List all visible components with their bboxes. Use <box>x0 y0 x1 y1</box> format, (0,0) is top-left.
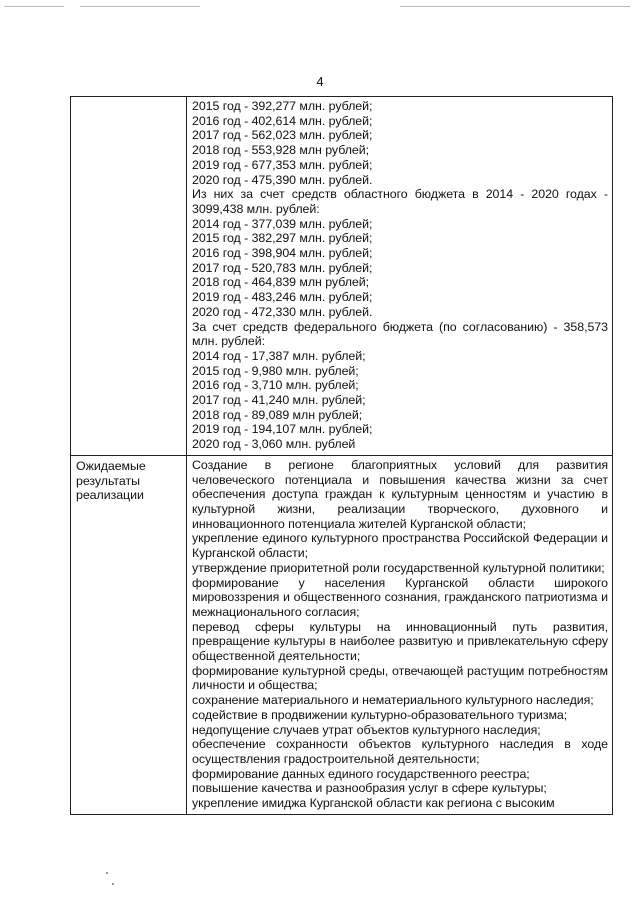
result-item: формирование данных единого государственного реестра; <box>192 766 530 781</box>
financing-line: За счет средств федерального бюджета (по согласованию) - 358,573 млн. рублей: <box>192 319 608 349</box>
financing-line: 2018 год - 553,928 млн рублей; <box>192 143 369 158</box>
result-item: недопущение случаев утрат объектов культурного наследия; <box>192 722 541 737</box>
financing-row <box>71 97 613 456</box>
result-item: перевод сферы культуры на инновационный путь развития, превращение культуры в наиболее развитую и привлекательную сферу общественной деятельности; <box>192 619 608 664</box>
financing-line: 2018 год - 464,839 млн рублей; <box>192 275 369 290</box>
financing-line: 2016 год - 3,710 млн. рублей; <box>192 378 359 393</box>
result-item: обеспечение сохранности объектов культурного наследия в ходе осуществления градостроительной деятельности; <box>192 737 608 766</box>
result-item: сохранение материального и нематериального культурного наследия; <box>192 693 594 708</box>
financing-line: 2014 год - 17,387 млн. рублей; <box>192 348 366 363</box>
financing-line: 2020 год - 472,330 млн. рублей. <box>192 304 373 319</box>
scan-edge-line <box>4 6 64 7</box>
financing-line: 2017 год - 562,023 млн. рублей; <box>192 128 373 143</box>
financing-line: 2018 год - 89,089 млн рублей; <box>192 407 363 422</box>
expected-results-row <box>71 455 613 814</box>
financing-line: Из них за счет средств областного бюджета в 2014 - 2020 годах - 3099,438 млн. рублей: <box>192 187 608 216</box>
result-item: укрепление имиджа Курганской области как региона с высоким <box>192 796 555 811</box>
financing-line: 2020 год - 3,060 млн. рублей <box>192 437 356 452</box>
passport-table-wrapper <box>70 96 610 815</box>
scan-edge-line <box>400 6 630 7</box>
financing-line: 2017 год - 520,783 млн. рублей; <box>192 260 373 275</box>
scan-dot <box>112 883 114 885</box>
financing-line: 2016 год - 398,904 млн. рублей; <box>192 246 373 261</box>
expected-results-label: реализации <box>76 488 144 503</box>
result-item: содействие в продвижении культурно-образовательного туризма; <box>192 707 568 722</box>
financing-content-cell <box>187 97 613 456</box>
result-item: укрепление единого культурного пространства Российской Федерации и Курганской области; <box>192 531 608 561</box>
page-number: 4 <box>316 74 324 89</box>
financing-line: 2015 год - 382,297 млн. рублей; <box>192 231 373 246</box>
financing-line: 2020 год - 475,390 млн. рублей. <box>192 172 373 187</box>
result-item: повышение качества и разнообразия услуг в сфере культуры; <box>192 781 547 796</box>
financing-line: 2019 год - 483,246 млн. рублей; <box>192 290 373 305</box>
result-item: утверждение приоритетной роли государственной культурной политики; <box>192 560 605 575</box>
scan-edge-line <box>80 6 200 7</box>
result-item: Создание в регионе благоприятных условий для развития человеческого потенциала и повышения качества жизни за счет обеспечения доступа граждан к культурным ценностям и участию в культурной жизни, реализации творческого, духовного и инновационного потенциала жителей Курганской области; <box>192 457 608 531</box>
passport-table <box>70 96 613 815</box>
expected-results-content-cell <box>187 455 613 814</box>
scan-dot <box>106 872 108 874</box>
financing-line: 2016 год - 402,614 млн. рублей; <box>192 113 373 128</box>
financing-line: 2015 год - 9,980 млн. рублей; <box>192 363 359 378</box>
expected-results-label: Ожидаемые <box>76 458 146 473</box>
financing-line: 2015 год - 392,277 млн. рублей; <box>192 99 373 113</box>
financing-line: 2017 год - 41,240 млн. рублей; <box>192 393 366 408</box>
result-item: формирование культурной среды, отвечающей растущим потребностям личности и общества; <box>192 663 608 693</box>
financing-label-cell <box>71 97 187 456</box>
financing-line: 2019 год - 677,353 млн. рублей; <box>192 157 373 172</box>
expected-results-label: результаты <box>76 473 140 488</box>
result-item: формирование у населения Курганской области широкого мировоззрения и общественного сознания, гражданского патриотизма и межнационального согласия; <box>192 575 608 619</box>
financing-line: 2019 год - 194,107 млн. рублей; <box>192 422 373 437</box>
financing-line: 2014 год - 377,039 млн. рублей; <box>192 216 373 231</box>
expected-results-label-cell <box>71 455 187 814</box>
